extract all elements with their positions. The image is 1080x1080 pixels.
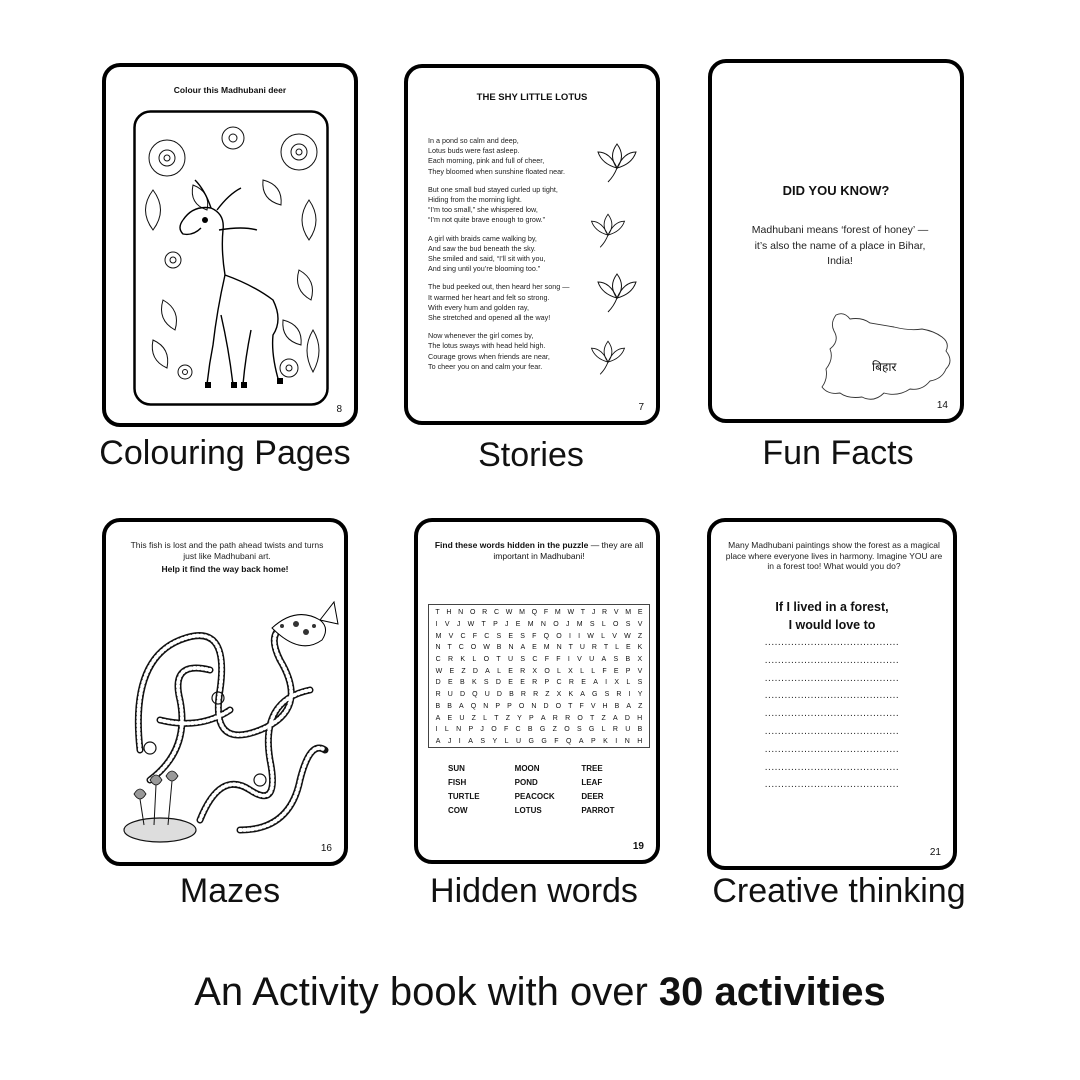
grid-letter: T xyxy=(447,644,452,652)
word-list-item: SUN xyxy=(448,764,465,773)
grid-letter: A xyxy=(435,737,441,745)
grid-letter: L xyxy=(504,737,509,745)
grid-letter: O xyxy=(518,702,525,710)
grid-letter: T xyxy=(568,702,573,710)
grid-letter: I xyxy=(578,632,581,640)
word-search-grid xyxy=(428,604,650,748)
grid-letter: W xyxy=(567,609,575,617)
words-intro-rest: — they are all important in Madhubani! xyxy=(493,540,644,561)
grid-row xyxy=(432,607,646,619)
grid-letter: P xyxy=(495,702,501,710)
grid-letter: A xyxy=(459,702,464,710)
grid-letter: Z xyxy=(552,726,557,734)
grid-letter: T xyxy=(603,644,609,652)
grid-letter: B xyxy=(625,656,631,664)
stanza: But one small bud stayed curled up tight, Hiding from the morning light. “I’m too small,” she whispered low, “I’m not quite brave enough to grow.” xyxy=(428,184,558,225)
grid-letter: O xyxy=(469,609,476,617)
word-list-item: DEER xyxy=(581,792,604,801)
footer-text: An Activity book with over xyxy=(194,970,659,1014)
grid-letter: F xyxy=(543,609,549,617)
grid-letter: C xyxy=(458,644,464,652)
grid-letter: P xyxy=(468,726,474,734)
grid-letter: F xyxy=(602,667,607,675)
grid-letter: E xyxy=(532,644,537,652)
story-poem xyxy=(428,136,598,380)
grid-row xyxy=(432,712,646,724)
stanza: Now whenever the girl comes by, The lotus sways with head held high. Courage grows when friends are near, To cheer you on and calm your fear. xyxy=(428,331,550,371)
map-label: बिहार xyxy=(872,360,897,374)
grid-letter: K xyxy=(460,656,466,664)
grid-letter: N xyxy=(456,726,462,734)
grid-letter: U xyxy=(484,691,490,699)
writing-line: ......................................... xyxy=(764,743,900,755)
grid-letter: F xyxy=(532,632,537,640)
grid-row xyxy=(432,630,646,642)
grid-letter: C xyxy=(484,632,490,640)
facts-title: DID YOU KNOW? xyxy=(782,183,890,198)
grid-letter: A xyxy=(601,656,607,664)
grid-letter: G xyxy=(592,691,598,699)
grid-letter: Z xyxy=(505,714,510,722)
lotus-icon xyxy=(594,268,640,314)
word-list-item: PARROT xyxy=(581,806,615,815)
grid-letter: P xyxy=(493,621,498,629)
grid-letter: W xyxy=(483,644,490,652)
stanza: The bud peeked out, then heard her song — It warmed her heart and felt so strong. With every hum and golden ray, She stretched and opened all the way! xyxy=(428,282,570,323)
grid-letter: Y xyxy=(637,691,643,699)
words-intro xyxy=(432,540,646,561)
grid-letter: M xyxy=(576,621,583,629)
grid-letter: O xyxy=(613,621,619,629)
grid-letter: N xyxy=(508,644,514,652)
grid-letter: T xyxy=(580,609,586,617)
grid-letter: N xyxy=(624,737,630,745)
page-number: 8 xyxy=(336,404,342,415)
grid-letter: R xyxy=(568,679,574,687)
grid-letter: E xyxy=(508,667,513,675)
grid-letter: R xyxy=(520,691,526,699)
grid-letter: R xyxy=(552,714,558,722)
word-list-item: LOTUS xyxy=(514,806,542,815)
grid-letter: I xyxy=(628,691,631,699)
grid-letter: P xyxy=(507,702,512,710)
grid-letter: J xyxy=(447,737,452,745)
writing-lines xyxy=(711,634,953,794)
caption-fun-facts: Fun Facts xyxy=(762,434,914,472)
grid-letter: B xyxy=(459,679,465,687)
grid-letter: V xyxy=(613,609,619,617)
grid-letter: R xyxy=(533,691,539,699)
grid-letter: M xyxy=(519,609,525,617)
grid-letter: U xyxy=(589,656,595,664)
grid-letter: B xyxy=(496,644,502,652)
grid-row xyxy=(432,724,646,736)
grid-letter: Z xyxy=(545,691,550,699)
grid-letter: K xyxy=(568,691,574,699)
grid-letter: J xyxy=(591,609,596,617)
grid-letter: U xyxy=(447,691,453,699)
grid-letter: E xyxy=(520,679,525,687)
word-list xyxy=(448,764,648,815)
grid-letter: Q xyxy=(470,702,477,710)
grid-letter: F xyxy=(579,702,584,710)
footer-bold: 30 activities xyxy=(658,970,886,1014)
grid-letter: A xyxy=(580,691,585,699)
grid-letter: Y xyxy=(492,737,498,745)
grid-letter: A xyxy=(626,702,632,710)
grid-letter: F xyxy=(503,726,509,734)
grid-letter: U xyxy=(459,714,465,722)
grid-letter: N xyxy=(531,702,537,710)
grid-letter: M xyxy=(625,609,632,617)
grid-letter: H xyxy=(602,702,608,710)
page-number: 7 xyxy=(638,402,644,413)
page-number: 14 xyxy=(936,400,948,411)
grid-letter: I xyxy=(568,632,571,640)
grid-letter: X xyxy=(556,691,562,699)
grid-letter: V xyxy=(612,632,617,640)
grid-letter: X xyxy=(637,656,643,664)
grid-letter: I xyxy=(435,621,438,629)
grid-letter: D xyxy=(459,691,465,699)
creative-thinking-page-card xyxy=(707,518,957,870)
grid-letter: K xyxy=(471,679,477,687)
writing-line: ......................................... xyxy=(764,690,900,702)
grid-letter: L xyxy=(472,656,477,664)
stanza: In a pond so calm and deep, Lotus buds were fast asleep. Each morning, pink and full of cheer, They bloomed when sunshine floated near. xyxy=(428,136,566,176)
grid-letter: T xyxy=(481,621,486,629)
grid-letter: S xyxy=(520,632,525,640)
grid-letter: L xyxy=(591,667,596,675)
grid-letter: L xyxy=(580,667,584,675)
grid-letter: R xyxy=(520,667,526,675)
grid-letter: E xyxy=(515,621,521,629)
grid-letter: R xyxy=(482,609,488,617)
grid-letter: V xyxy=(577,656,582,664)
grid-letter: K xyxy=(637,644,643,652)
fun-facts-page-card xyxy=(708,59,964,423)
grid-letter: A xyxy=(612,714,618,722)
grid-letter: B xyxy=(435,702,441,710)
hidden-words-page-card xyxy=(414,518,660,864)
grid-letter: F xyxy=(556,656,561,664)
word-list-item: COW xyxy=(448,806,468,815)
stanza: A girl with braids came walking by, And saw the bud beneath the sky. She smiled and said, “I’ll sit with you, And sing until you’re blooming too.” xyxy=(428,233,546,274)
grid-letter: V xyxy=(637,667,643,675)
grid-letter: O xyxy=(544,667,550,675)
grid-letter: U xyxy=(507,656,514,664)
grid-letter: E xyxy=(613,667,619,675)
creative-prompt-line1: If I lived in a forest, xyxy=(775,600,889,614)
grid-letter: E xyxy=(508,679,513,687)
grid-letter: P xyxy=(544,679,550,687)
grid-letter: G xyxy=(588,726,595,734)
grid-letter: L xyxy=(444,726,449,734)
grid-letter: Q xyxy=(566,737,572,745)
grid-letter: G xyxy=(539,726,546,734)
grid-letter: Q xyxy=(472,691,478,699)
grid-letter: I xyxy=(435,726,438,734)
grid-letter: S xyxy=(613,656,619,664)
grid-letter: U xyxy=(625,726,631,734)
grid-letter: Z xyxy=(601,714,606,722)
grid-letter: I xyxy=(605,679,608,687)
grid-row xyxy=(432,665,646,677)
word-list-item: PEACOCK xyxy=(514,792,555,801)
grid-row xyxy=(432,642,646,654)
grid-letter: A xyxy=(435,714,441,722)
grid-letter: E xyxy=(637,609,643,617)
grid-letter: T xyxy=(435,609,440,617)
grid-letter: O xyxy=(564,726,570,734)
grid-letter: L xyxy=(557,667,561,675)
grid-letter: R xyxy=(602,609,608,617)
grid-letter: R xyxy=(616,691,622,699)
grid-letter: T xyxy=(589,714,595,722)
grid-row xyxy=(432,677,646,689)
grid-letter: B xyxy=(447,702,452,710)
grid-letter: Q xyxy=(531,609,538,617)
grid-letter: K xyxy=(603,737,608,745)
grid-letter: C xyxy=(515,726,521,734)
grid-letter: S xyxy=(520,656,526,664)
grid-letter: G xyxy=(528,737,534,745)
grid-letter: G xyxy=(541,737,547,745)
grid-letter: R xyxy=(565,714,571,722)
grid-letter: O xyxy=(553,621,559,629)
grid-letter: W xyxy=(624,632,631,640)
writing-line: ......................................... xyxy=(764,779,900,791)
grid-letter: J xyxy=(480,726,484,734)
grid-letter: O xyxy=(470,644,477,652)
grid-letter: Z xyxy=(471,714,476,722)
grid-letter: S xyxy=(637,679,643,687)
grid-letter: D xyxy=(496,691,502,699)
grid-letter: T xyxy=(494,714,499,722)
grid-letter: F xyxy=(554,737,559,745)
grid-letter: A xyxy=(468,737,473,745)
grid-letter: N xyxy=(556,644,562,652)
grid-row xyxy=(432,701,646,713)
grid-letter: O xyxy=(491,726,497,734)
writing-line: ......................................... xyxy=(764,654,900,666)
grid-letter: S xyxy=(576,726,582,734)
caption-hidden-words: Hidden words xyxy=(430,872,638,910)
grid-letter: T xyxy=(496,656,501,664)
grid-letter: E xyxy=(508,632,514,640)
grid-letter: L xyxy=(615,644,620,652)
grid-letter: R xyxy=(448,656,454,664)
grid-letter: H xyxy=(637,714,643,722)
writing-line: ......................................... xyxy=(764,672,900,684)
grid-letter: C xyxy=(460,632,466,640)
facts-body: Madhubani means ‘forest of honey’ — it’s also the name of a place in Bihar, India! xyxy=(751,224,929,267)
grid-letter: A xyxy=(593,679,598,687)
grid-letter: N xyxy=(435,644,441,652)
grid-letter: L xyxy=(626,679,631,687)
maze-intro: This fish is lost and the path ahead twists and turns just like Madhubani art. xyxy=(130,540,324,561)
word-list-item: LEAF xyxy=(581,778,603,787)
grid-letter: C xyxy=(493,609,500,617)
grid-letter: V xyxy=(444,621,450,629)
caption-stories: Stories xyxy=(478,436,584,474)
colouring-title: Colour this Madhubani deer xyxy=(173,85,287,95)
grid-letter: W xyxy=(467,621,475,629)
grid-letter: V xyxy=(590,702,596,710)
grid-letter: H xyxy=(446,609,452,617)
writing-line: ......................................... xyxy=(764,761,900,773)
page-number: 19 xyxy=(632,841,644,852)
grid-row xyxy=(432,689,646,701)
grid-letter: A xyxy=(578,737,584,745)
caption-creative-thinking: Creative thinking xyxy=(712,872,966,910)
grid-letter: N xyxy=(483,702,489,710)
grid-letter: D xyxy=(624,714,630,722)
grid-letter: C xyxy=(532,656,538,664)
grid-letter: R xyxy=(591,644,597,652)
grid-letter: W xyxy=(587,632,594,640)
word-list-item: MOON xyxy=(514,764,540,773)
grid-letter: P xyxy=(529,714,534,722)
lotus-icon xyxy=(588,209,628,249)
grid-letter: X xyxy=(614,679,620,687)
grid-letter: Z xyxy=(637,632,643,640)
grid-letter: A xyxy=(520,644,526,652)
grid-letter: I xyxy=(615,737,618,745)
words-intro-bold: Find these words hidden in the puzzle xyxy=(434,540,589,550)
bihar-map xyxy=(818,307,958,407)
grid-letter: N xyxy=(540,621,546,629)
grid-letter: X xyxy=(532,667,538,675)
grid-letter: E xyxy=(581,679,586,687)
grid-letter: S xyxy=(483,679,489,687)
grid-letter: T xyxy=(568,644,573,652)
grid-letter: E xyxy=(449,667,455,675)
word-list-item: TREE xyxy=(581,764,603,773)
grid-letter: B xyxy=(614,702,620,710)
grid-letter: X xyxy=(568,667,573,675)
grid-letter: W xyxy=(435,667,443,675)
writing-line: ......................................... xyxy=(764,637,900,648)
lotus-icon xyxy=(588,336,628,376)
grid-letter: B xyxy=(509,691,514,699)
stories-page-card xyxy=(404,64,660,425)
grid-letter: C xyxy=(556,679,562,687)
grid-letter: S xyxy=(480,737,485,745)
grid-letter: B xyxy=(527,726,533,734)
mazes-page-card xyxy=(102,518,348,866)
grid-letter: D xyxy=(543,702,549,710)
grid-letter: O xyxy=(577,714,583,722)
grid-row xyxy=(432,654,646,666)
grid-letter: E xyxy=(448,679,453,687)
footer-tagline xyxy=(0,970,1080,1015)
page-number: 16 xyxy=(320,843,332,854)
writing-line: ......................................... xyxy=(764,708,900,720)
maze-instruction: Help it find the way back home! xyxy=(161,564,289,574)
grid-letter: W xyxy=(505,609,513,617)
story-title: THE SHY LITTLE LOTUS xyxy=(476,92,588,103)
creative-intro: Many Madhubani paintings show the forest as a magical place where everyone lives in harmony. Imagine YOU are in a forest too! What would you do? xyxy=(725,540,943,571)
grid-letter: L xyxy=(601,621,606,629)
lotus-icon xyxy=(594,138,640,184)
grid-letter: J xyxy=(565,621,570,629)
colouring-page-card xyxy=(102,63,358,427)
grid-letter: E xyxy=(626,644,631,652)
grid-letter: L xyxy=(497,667,501,675)
grid-letter: D xyxy=(472,667,478,675)
grid-letter: M xyxy=(527,621,534,629)
grid-letter: R xyxy=(435,691,441,699)
grid-letter: U xyxy=(515,737,521,745)
grid-letter: V xyxy=(637,621,643,629)
grid-letter: P xyxy=(625,667,631,675)
maze-illustration xyxy=(120,580,340,850)
grid-letter: Z xyxy=(638,702,643,710)
grid-letter: S xyxy=(496,632,502,640)
grid-letter: R xyxy=(532,679,538,687)
creative-prompt-line2: I would love to xyxy=(788,618,876,632)
word-list-item: TURTLE xyxy=(448,792,480,801)
grid-letter: F xyxy=(544,656,549,664)
grid-letter: R xyxy=(612,726,618,734)
grid-letter: M xyxy=(554,609,561,617)
grid-row xyxy=(432,619,646,631)
grid-letter: V xyxy=(448,632,454,640)
grid-letter: O xyxy=(556,632,562,640)
grid-letter: O xyxy=(483,656,490,664)
grid-letter: O xyxy=(555,702,562,710)
grid-letter: S xyxy=(625,621,631,629)
grid-letter: C xyxy=(435,656,441,664)
caption-colouring-pages: Colouring Pages xyxy=(99,434,351,472)
grid-row xyxy=(432,736,646,748)
writing-line: ......................................... xyxy=(764,725,900,737)
caption-mazes: Mazes xyxy=(179,872,281,910)
word-list-item: POND xyxy=(514,778,538,787)
grid-letter: D xyxy=(435,679,441,687)
grid-letter: I xyxy=(458,737,461,745)
grid-letter: B xyxy=(637,726,643,734)
grid-letter: J xyxy=(456,621,461,629)
grid-letter: F xyxy=(472,632,478,640)
grid-letter: L xyxy=(483,714,487,722)
grid-letter: D xyxy=(495,679,501,687)
grid-letter: L xyxy=(601,726,606,734)
grid-letter: L xyxy=(601,632,605,640)
grid-letter: S xyxy=(589,621,595,629)
grid-letter: S xyxy=(604,691,610,699)
deer-illustration xyxy=(133,110,329,406)
grid-letter: Z xyxy=(461,667,466,675)
grid-letter: M xyxy=(543,644,550,652)
grid-letter: H xyxy=(637,737,643,745)
page-number: 21 xyxy=(929,847,941,858)
word-list-item: FISH xyxy=(448,778,467,787)
grid-letter: Q xyxy=(543,632,550,640)
grid-letter: I xyxy=(567,656,570,664)
grid-letter: Y xyxy=(517,714,522,722)
grid-letter: E xyxy=(447,714,453,722)
grid-letter: N xyxy=(458,609,464,617)
grid-letter: P xyxy=(591,737,596,745)
grid-letter: J xyxy=(505,621,509,629)
grid-letter: M xyxy=(435,632,442,640)
grid-letter: A xyxy=(485,667,490,675)
grid-letter: A xyxy=(540,714,546,722)
grid-letter: U xyxy=(579,644,585,652)
